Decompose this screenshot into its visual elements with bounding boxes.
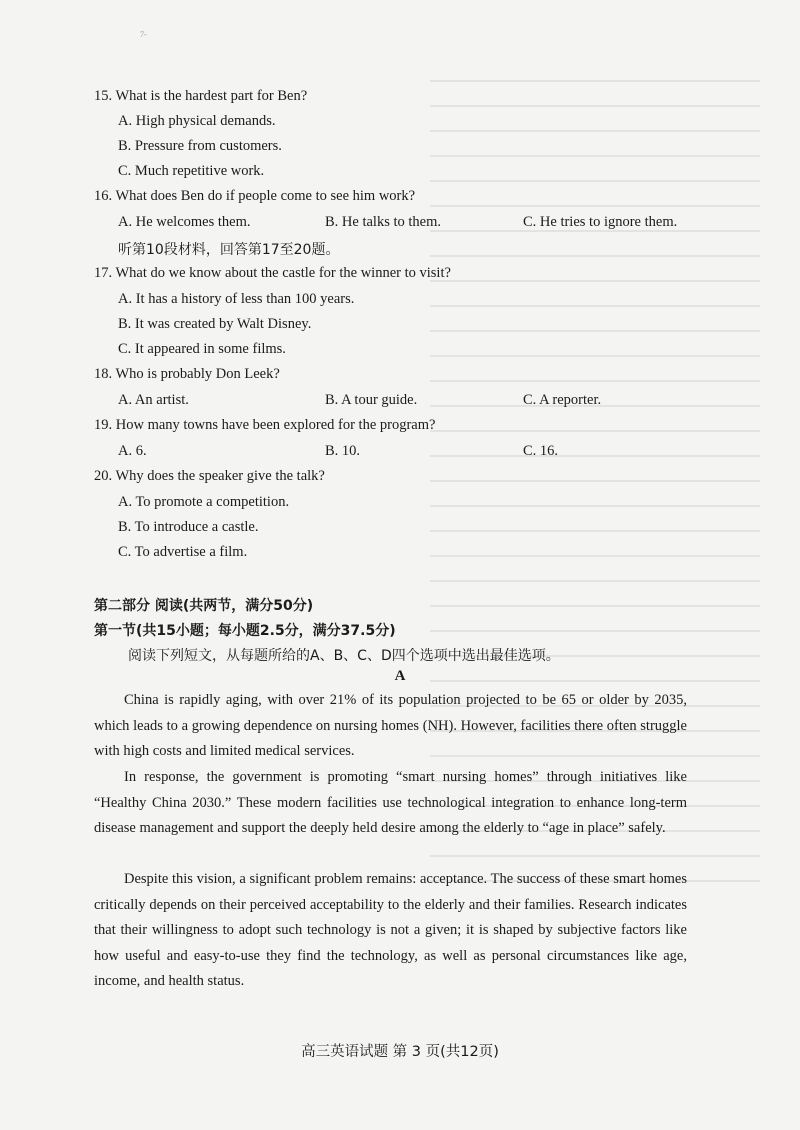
q19-option-b: B. 10. [325,443,361,459]
q15-option-a: A. High physical demands. [118,113,276,129]
q19-option-c: C. 16. [523,443,559,459]
question-17: 17. What do we know about the castle for the winner to visit? [94,265,451,281]
instruction-17-20: 听第10段材料，回答第17至20题。 [118,242,340,258]
q18-option-b: B. A tour guide. [325,392,418,408]
q16-option-a: A. He welcomes them. [118,214,251,230]
q17-option-a: A. It has a history of less than 100 years. [118,291,355,307]
corner-mark: 7- [140,30,147,39]
q16-option-c: C. He tries to ignore them. [523,214,678,230]
paragraph-3: Despite this vision, a significant problem remains: acceptance. The success of these smart homes critically depends on their perceived acceptability to the elderly and their families. Research indicates that their willingness to adopt such technology is not a given; it is shaped by subjective factors like how useful and easy-to-use they find the technology, as well as personal circumstances like age, income, and health status. [94,871,687,989]
q19-option-a: A. 6. [118,443,147,459]
q18-option-a: A. An artist. [118,392,189,408]
paragraph-1: China is rapidly aging, with over 21% of its population projected to be 65 or older by 2035, which leads to a growing dependence on nursing homes (NH). However, facilities there often struggle with high costs and limited medical services. [94,692,687,759]
q20-option-a: A. To promote a competition. [118,494,290,510]
q16-option-b: B. He talks to them. [325,214,441,230]
paragraph-2: In response, the government is promoting “smart nursing homes” through initiatives like “Healthy China 2030.” These modern facilities use technological integration to enhance long-term disease management and support the deeply held desire among the elderly to “age in place” safely. [94,769,687,836]
section1-title: 第一节(共15小题；每小题2.5分，满分37.5分) [94,623,396,639]
part2-title: 第二部分 阅读(共两节，满分50分) [94,598,314,614]
q20-option-b: B. To introduce a castle. [118,519,259,535]
question-15: 15. What is the hardest part for Ben? [94,88,308,104]
q15-option-c: C. Much repetitive work. [118,163,265,179]
question-18: 18. Who is probably Don Leek? [94,366,280,382]
q17-option-b: B. It was created by Walt Disney. [118,316,312,332]
q18-option-c: C. A reporter. [523,392,602,408]
page-footer: 高三英语试题 第 3 页(共12页) [301,1044,499,1060]
passage-label: A [394,668,406,684]
question-19: 19. How many towns have been explored for the program? [94,417,436,433]
section1-instruction: 阅读下列短文，从每题所给的A、B、C、D四个选项中选出最佳选项。 [128,648,560,664]
q20-option-c: C. To advertise a film. [118,544,248,560]
question-16: 16. What does Ben do if people come to see him work? [94,188,416,204]
q17-option-c: C. It appeared in some films. [118,341,286,357]
q15-option-b: B. Pressure from customers. [118,138,282,154]
question-20: 20. Why does the speaker give the talk? [94,468,325,484]
